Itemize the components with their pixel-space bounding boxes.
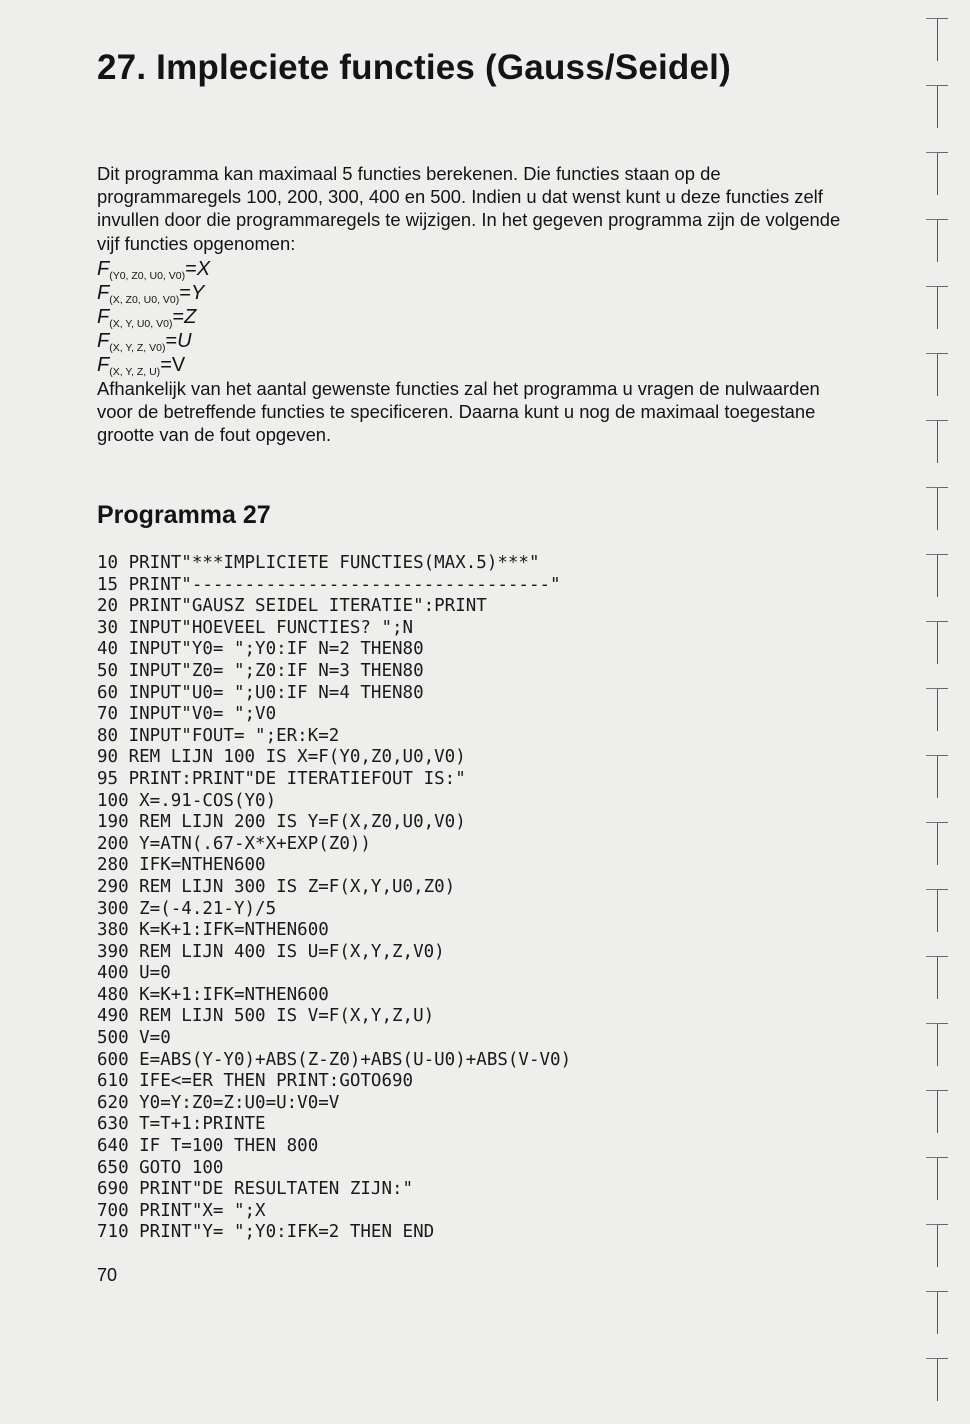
- index-tab: [937, 85, 948, 128]
- intro-text: [97, 162, 847, 446]
- code-line: 20 PRINT"GAUSZ SEIDEL ITERATIE":PRINT: [97, 596, 487, 617]
- code-line: 480 K=K+1:IFK=NTHEN600: [97, 984, 329, 1005]
- code-line: 60 INPUT"U0= ";U0:IF N=4 THEN80: [97, 682, 424, 703]
- index-tab: [937, 219, 948, 262]
- code-line: 15 PRINT"----------------------------------": [97, 574, 561, 595]
- index-tab: [937, 755, 948, 798]
- page-number: 70: [97, 1265, 118, 1285]
- code-line: 390 REM LIJN 400 IS U=F(X,Y,Z,V0): [97, 941, 445, 962]
- code-line: 70 INPUT"V0= ";V0: [97, 704, 277, 725]
- code-line: 10 PRINT"***IMPLICIETE FUNCTIES(MAX.5)***": [97, 553, 540, 573]
- index-tab: [937, 688, 948, 731]
- index-tab: [937, 621, 948, 664]
- function-symbol: F: [97, 353, 110, 376]
- function-arguments: (Y0, Z0, U0, V0): [109, 269, 186, 282]
- index-tab: [937, 822, 948, 865]
- index-tab: [937, 487, 948, 530]
- function-symbol: F: [97, 257, 110, 280]
- code-line: 200 Y=ATN(.67-X*X+EXP(Z0)): [97, 833, 371, 854]
- code-line: 280 IFK=NTHEN600: [97, 855, 266, 876]
- index-tab: [937, 152, 948, 195]
- function-arguments: (X, Y, U0, V0): [109, 317, 173, 330]
- code-line: 40 INPUT"Y0= ";Y0:IF N=2 THEN80: [97, 639, 424, 660]
- code-line: 190 REM LIJN 200 IS Y=F(X,Z0,U0,V0): [97, 812, 466, 833]
- index-tab: [937, 18, 948, 61]
- code-line: 300 Z=(-4.21-Y)/5: [97, 898, 277, 919]
- function-arguments: (X, Z0, U0, V0): [109, 293, 180, 306]
- formula-line: [97, 257, 847, 281]
- equals-sign: =: [165, 329, 178, 352]
- program-heading: Programma 27: [97, 501, 271, 529]
- index-tab: [937, 420, 948, 463]
- function-arguments: (X, Y, Z, U): [109, 365, 161, 378]
- index-tab: [937, 1090, 948, 1133]
- code-line: 640 IF T=100 THEN 800: [97, 1136, 319, 1157]
- code-line: 700 PRINT"X= ";X: [97, 1200, 266, 1221]
- formula-line: [97, 329, 847, 353]
- code-line: 690 PRINT"DE RESULTATEN ZIJN:": [97, 1179, 414, 1200]
- code-line: 600 E=ABS(Y-Y0)+ABS(Z-Z0)+ABS(U-U0)+ABS(V-V0): [97, 1049, 572, 1070]
- formula-line: [97, 305, 847, 329]
- code-line: 710 PRINT"Y= ";Y0:IFK=2 THEN END: [97, 1222, 435, 1243]
- formula-list: [97, 257, 847, 377]
- code-line: 290 REM LIJN 300 IS Z=F(X,Y,U0,Z0): [97, 876, 456, 897]
- function-symbol: F: [97, 281, 110, 304]
- code-line: 490 REM LIJN 500 IS V=F(X,Y,Z,U): [97, 1006, 435, 1027]
- code-line: 80 INPUT"FOUT= ";ER:K=2: [97, 725, 340, 746]
- function-result: V: [171, 353, 186, 376]
- equals-sign: =: [179, 281, 191, 304]
- code-line: 500 V=0: [97, 1028, 171, 1049]
- code-line: 400 U=0: [97, 963, 171, 984]
- intro-paragraph: Dit programma kan maximaal 5 functies berekenen. Die functies staan op de programmaregels 100, 200, 300, 400 en 500. Indien u dat wenst kunt u deze functies zelf invullen door die programmaregels te wijzigen. In het gegeven programma zijn de volgende vijf functies opgenomen:: [97, 163, 841, 254]
- index-tab: [937, 286, 948, 329]
- index-tab: [937, 956, 948, 999]
- index-tab: [937, 1358, 948, 1401]
- code-line: 100 X=.91-COS(Y0): [97, 790, 277, 811]
- function-arguments: (X, Y, Z, V0): [109, 341, 166, 354]
- function-result: U: [177, 329, 192, 352]
- index-tab: [937, 1224, 948, 1267]
- equals-sign: =: [172, 305, 185, 328]
- program-listing: [97, 553, 717, 1244]
- closing-paragraph: Afhankelijk van het aantal gewenste functies zal het programma u vragen de nulwaarden voor de betreffende functies te specificeren. Daarna kunt u nog de maximaal toegestane grootte van de fout opgeven.: [97, 377, 820, 446]
- code-line: 30 INPUT"HOEVEEL FUNCTIES? ";N: [97, 617, 414, 638]
- function-symbol: F: [97, 329, 110, 352]
- code-line: 620 Y0=Y:Z0=Z:U0=U:V0=V: [97, 1092, 340, 1113]
- function-result: Y: [190, 281, 205, 304]
- formula-line: [97, 353, 847, 377]
- code-line: 90 REM LIJN 100 IS X=F(Y0,Z0,U0,V0): [97, 747, 466, 768]
- index-tab-strip: [928, 0, 948, 1424]
- function-result: X: [196, 257, 211, 280]
- function-result: Z: [184, 305, 197, 328]
- code-line: 650 GOTO 100: [97, 1157, 224, 1178]
- code-line: 610 IFE<=ER THEN PRINT:GOTO690: [97, 1071, 414, 1092]
- index-tab: [937, 1157, 948, 1200]
- index-tab: [937, 554, 948, 597]
- code-line: 95 PRINT:PRINT"DE ITERATIEFOUT IS:": [97, 768, 466, 789]
- code-line: 630 T=T+1:PRINTE: [97, 1114, 266, 1135]
- equals-sign: =: [160, 353, 172, 376]
- equals-sign: =: [185, 257, 197, 280]
- code-line: 50 INPUT"Z0= ";Z0:IF N=3 THEN80: [97, 660, 424, 681]
- index-tab: [937, 1023, 948, 1066]
- formula-line: [97, 281, 847, 305]
- index-tab: [937, 353, 948, 396]
- function-symbol: F: [97, 305, 110, 328]
- code-line: 380 K=K+1:IFK=NTHEN600: [97, 920, 329, 941]
- chapter-title: 27. Impleciete functies (Gauss/Seidel): [97, 48, 731, 87]
- index-tab: [937, 889, 948, 932]
- index-tab: [937, 1291, 948, 1334]
